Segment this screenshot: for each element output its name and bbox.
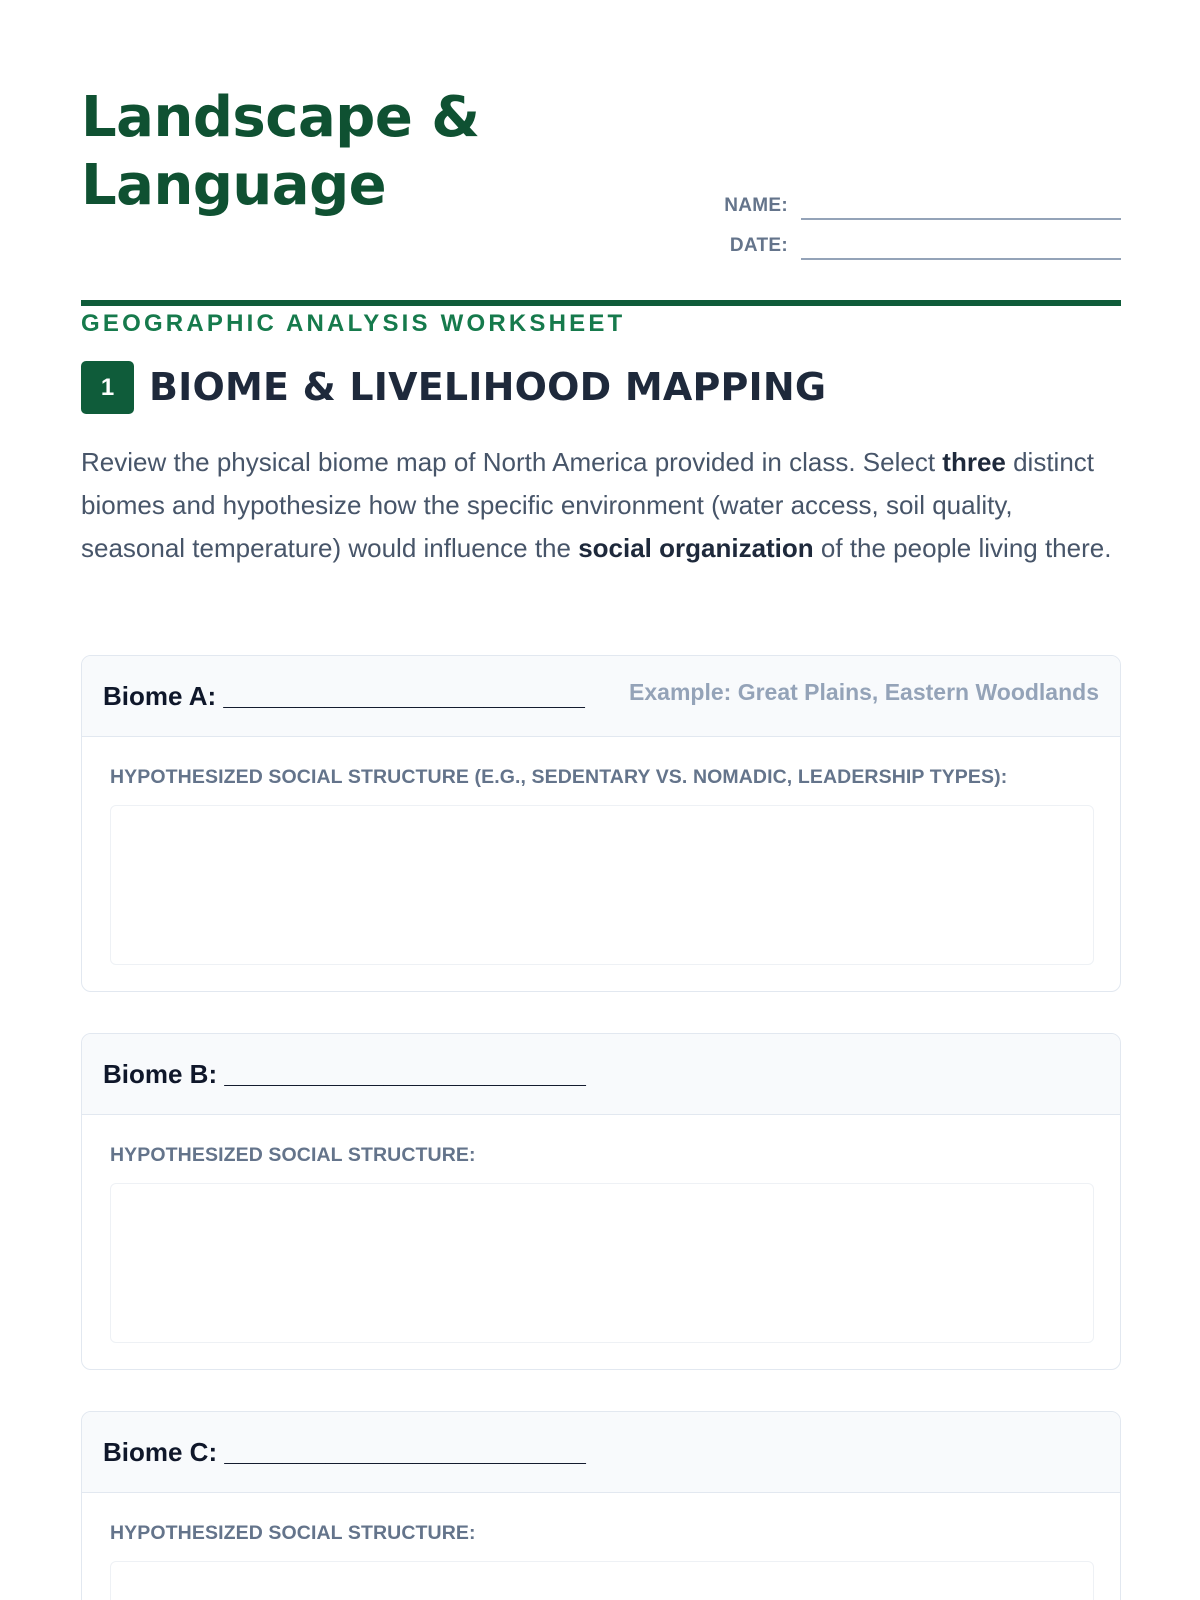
biome-card-header bbox=[82, 1412, 1120, 1493]
section-heading bbox=[81, 361, 1121, 414]
biome-card-header bbox=[82, 1034, 1120, 1115]
biome-a-title[interactable]: Biome A: _________________________ bbox=[103, 681, 585, 711]
biome-card-b bbox=[81, 1033, 1121, 1370]
name-line[interactable] bbox=[801, 218, 1121, 220]
instructions-text: of the people living there. bbox=[813, 533, 1112, 563]
instructions-text: Review the physical biome map of North America provided in class. Select bbox=[81, 447, 943, 477]
header-divider bbox=[81, 300, 1121, 306]
name-field[interactable] bbox=[720, 192, 1121, 222]
biome-c-title[interactable]: Biome C: _________________________ bbox=[103, 1437, 586, 1467]
section-instructions bbox=[81, 441, 1121, 570]
biome-b-answer-box[interactable] bbox=[110, 1183, 1094, 1343]
biome-c-answer-box[interactable] bbox=[110, 1561, 1094, 1600]
biome-b-title[interactable]: Biome B: _________________________ bbox=[103, 1059, 586, 1089]
instructions-emphasis: social organization bbox=[578, 533, 814, 563]
page-subtitle: GEOGRAPHIC ANALYSIS WORKSHEET bbox=[81, 310, 626, 337]
section-number-badge: 1 bbox=[81, 361, 134, 414]
date-label: DATE: bbox=[729, 235, 788, 256]
section-title: BIOME & LIVELIHOOD MAPPING bbox=[149, 365, 827, 409]
date-line[interactable] bbox=[801, 258, 1121, 260]
instructions-emphasis: three bbox=[942, 447, 1006, 477]
page-title: Landscape & Language bbox=[81, 85, 480, 218]
instructions-text: distinct biomes and hypothesize how the specific environment (water access, soil quality, seasonal temperature) would influence the bbox=[81, 447, 1095, 563]
social-structure-prompt: HYPOTHESIZED SOCIAL STRUCTURE: bbox=[110, 1144, 476, 1166]
biome-card-a bbox=[81, 655, 1121, 992]
social-structure-prompt: HYPOTHESIZED SOCIAL STRUCTURE: bbox=[110, 1522, 476, 1544]
date-field[interactable] bbox=[720, 232, 1121, 262]
biome-a-answer-box[interactable] bbox=[110, 805, 1094, 965]
name-label: NAME: bbox=[724, 195, 788, 216]
biome-example-hint: Example: Great Plains, Eastern Woodlands bbox=[629, 679, 1099, 705]
biome-card-c bbox=[81, 1411, 1121, 1600]
social-structure-prompt: HYPOTHESIZED SOCIAL STRUCTURE (E.G., SEDENTARY VS. NOMADIC, LEADERSHIP TYPES): bbox=[110, 766, 1008, 788]
biome-card-header bbox=[82, 656, 1120, 737]
